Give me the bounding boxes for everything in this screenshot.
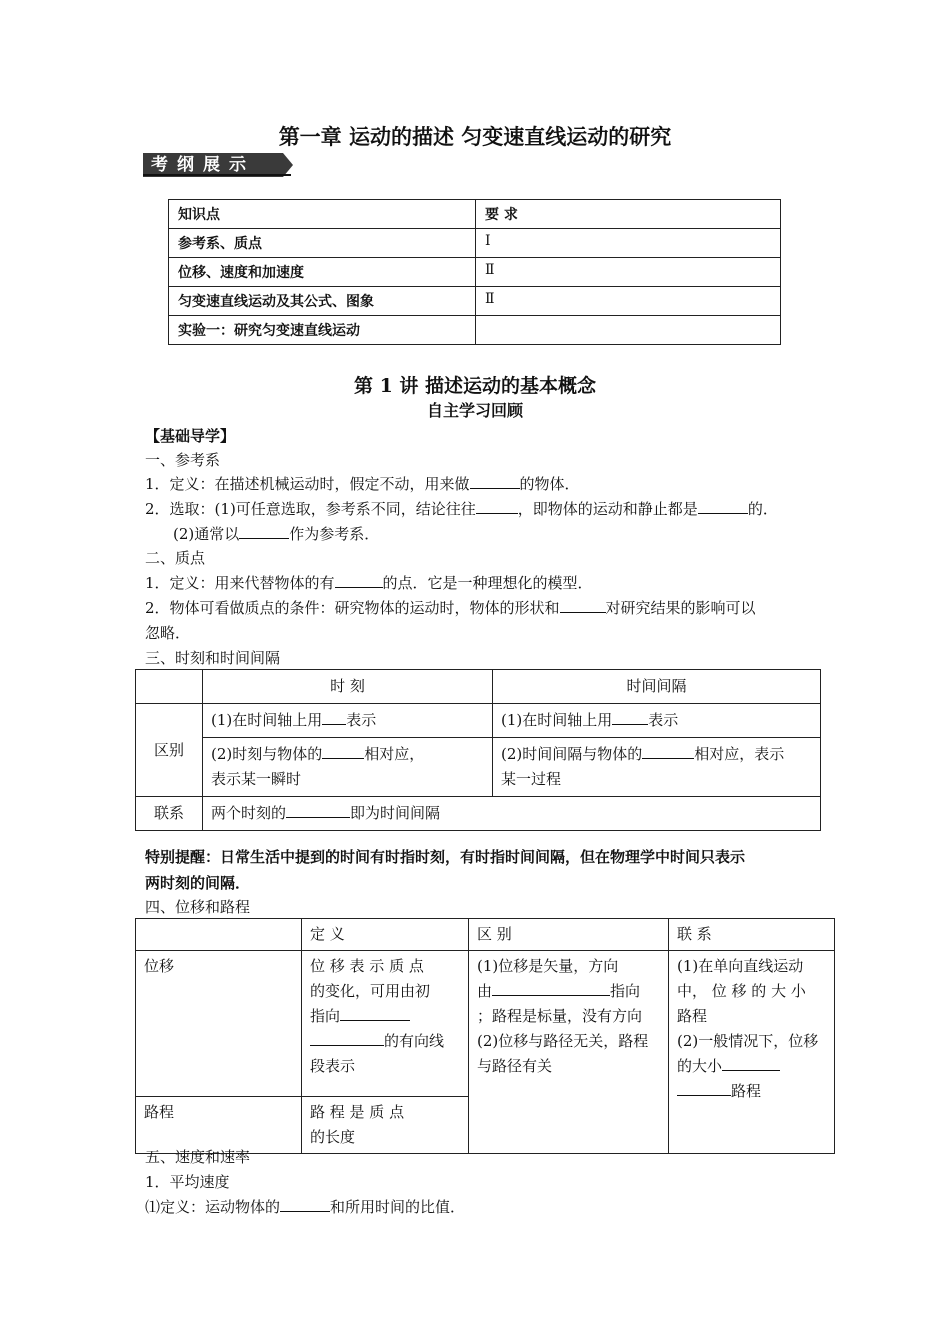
fill-blank[interactable] [322, 710, 346, 725]
s1-line3: (2)通常以 作为参考系． [173, 525, 380, 543]
col-definition: 定 义 [302, 919, 469, 951]
table-cell-level: Ⅱ [476, 258, 781, 287]
fill-blank[interactable] [612, 710, 648, 725]
table-row: 参考系、质点 [169, 229, 476, 258]
s2-heading: 二、质点 [145, 549, 206, 567]
displacement-table [135, 918, 835, 1154]
section-jichu: 【基础导学】 [145, 427, 236, 445]
table-cell: 路 程 是 质 点 的长度 [302, 1097, 469, 1154]
s2-line2: 2．物体可看做质点的条件：研究物体的运动时，物体的形状和 对研究结果的影响可以 [145, 599, 756, 617]
s1-line2: 2．选取：(1)可任意选取，参考系不同，结论往往 ，即物体的运动和静止都是 的． [145, 500, 778, 518]
fill-blank[interactable] [677, 1081, 731, 1096]
fill-blank[interactable] [642, 744, 694, 759]
col-shike: 时 刻 [203, 670, 493, 704]
fill-blank[interactable] [698, 499, 748, 514]
table-cell: (1)在单向直线运动 中， 位 移 的 大 小 路程 (2)一般情况下，位移 的大小 路程 [669, 951, 835, 1154]
col-difference: 区 别 [469, 919, 669, 951]
lecture-title: 第 1 讲 描述运动的基本概念 [353, 375, 597, 397]
table-cell-level: Ⅰ [476, 229, 781, 258]
col-shijianjiange: 时间间隔 [493, 670, 821, 704]
fill-blank[interactable] [470, 474, 520, 489]
fill-blank[interactable] [280, 1197, 330, 1212]
s5-line2: ⑴定义：运动物体的 和所用时间的比值． [145, 1198, 466, 1216]
table-row: 位移、速度和加速度 [169, 258, 476, 287]
kaogang-table [168, 199, 781, 345]
subtitle: 自主学习回顾 [426, 401, 523, 420]
s1-line1: 1．定义：在描述机械运动时，假定不动，用来做 的物体． [145, 475, 580, 493]
header-requirement: 要 求 [476, 200, 781, 229]
fill-blank[interactable] [340, 1006, 410, 1021]
s2-line3: 忽略． [145, 624, 191, 642]
special-note-line1: 特别提醒：日常生活中提到的时间有时指时刻，有时指时间间隔，但在物理学中时间只表示 [145, 848, 746, 866]
table-cell-level: Ⅱ [476, 287, 781, 316]
special-note-line2: 两时刻的间隔． [145, 874, 251, 892]
row-lianxi: 联系 [136, 797, 203, 831]
col-relation: 联 系 [669, 919, 835, 951]
table-cell: 两个时刻的 即为时间间隔 [203, 797, 821, 831]
banner-label: 考纲展示 [151, 155, 255, 175]
table-cell: 位 移 表 示 质 点 的变化，可用由初 指向 的有向线 段表示 [302, 951, 469, 1097]
table-cell: (2)时刻与物体的 相对应， 表示某一瞬时 [203, 738, 493, 797]
fill-blank[interactable] [322, 744, 364, 759]
table-cell-level [476, 316, 781, 345]
table-row: 匀变速直线运动及其公式、图象 [169, 287, 476, 316]
fill-blank[interactable] [310, 1031, 384, 1046]
header-knowledge: 知识点 [169, 200, 476, 229]
row-qubie: 区别 [136, 704, 203, 797]
s3-heading: 三、时刻和时间间隔 [145, 649, 281, 667]
s1-heading: 一、参考系 [145, 451, 221, 469]
chapter-title: 第一章 运动的描述 匀变速直线运动的研究 [278, 124, 672, 149]
table-cell: (1)在时间轴上用 表示 [493, 704, 821, 738]
table-cell: (1)在时间轴上用 表示 [203, 704, 493, 738]
fill-blank[interactable] [335, 573, 383, 588]
fill-blank[interactable] [476, 499, 518, 514]
row-weiyi: 位移 [136, 951, 302, 1097]
fill-blank[interactable] [722, 1056, 780, 1071]
time-table [135, 669, 821, 831]
row-luchen: 路程 [136, 1097, 302, 1154]
s5-heading: 五、速度和速率 [145, 1148, 251, 1166]
s2-line1: 1．定义：用来代替物体的有 的点．它是一种理想化的模型． [145, 574, 593, 592]
table-cell: (2)时间间隔与物体的 相对应，表示 某一过程 [493, 738, 821, 797]
fill-blank[interactable] [560, 598, 606, 613]
table-cell: (1)位移是矢量，方向 由 指向 ；路程是标量，没有方向 (2)位移与路径无关，路程 与路径有关 [469, 951, 669, 1154]
fill-blank[interactable] [286, 803, 350, 818]
s4-heading: 四、位移和路程 [145, 898, 251, 916]
s5-line1: 1．平均速度 [145, 1173, 230, 1191]
kaogang-banner [143, 153, 293, 177]
table-row: 实验一：研究匀变速直线运动 [169, 316, 476, 345]
fill-blank[interactable] [492, 981, 610, 996]
fill-blank[interactable] [239, 524, 289, 539]
